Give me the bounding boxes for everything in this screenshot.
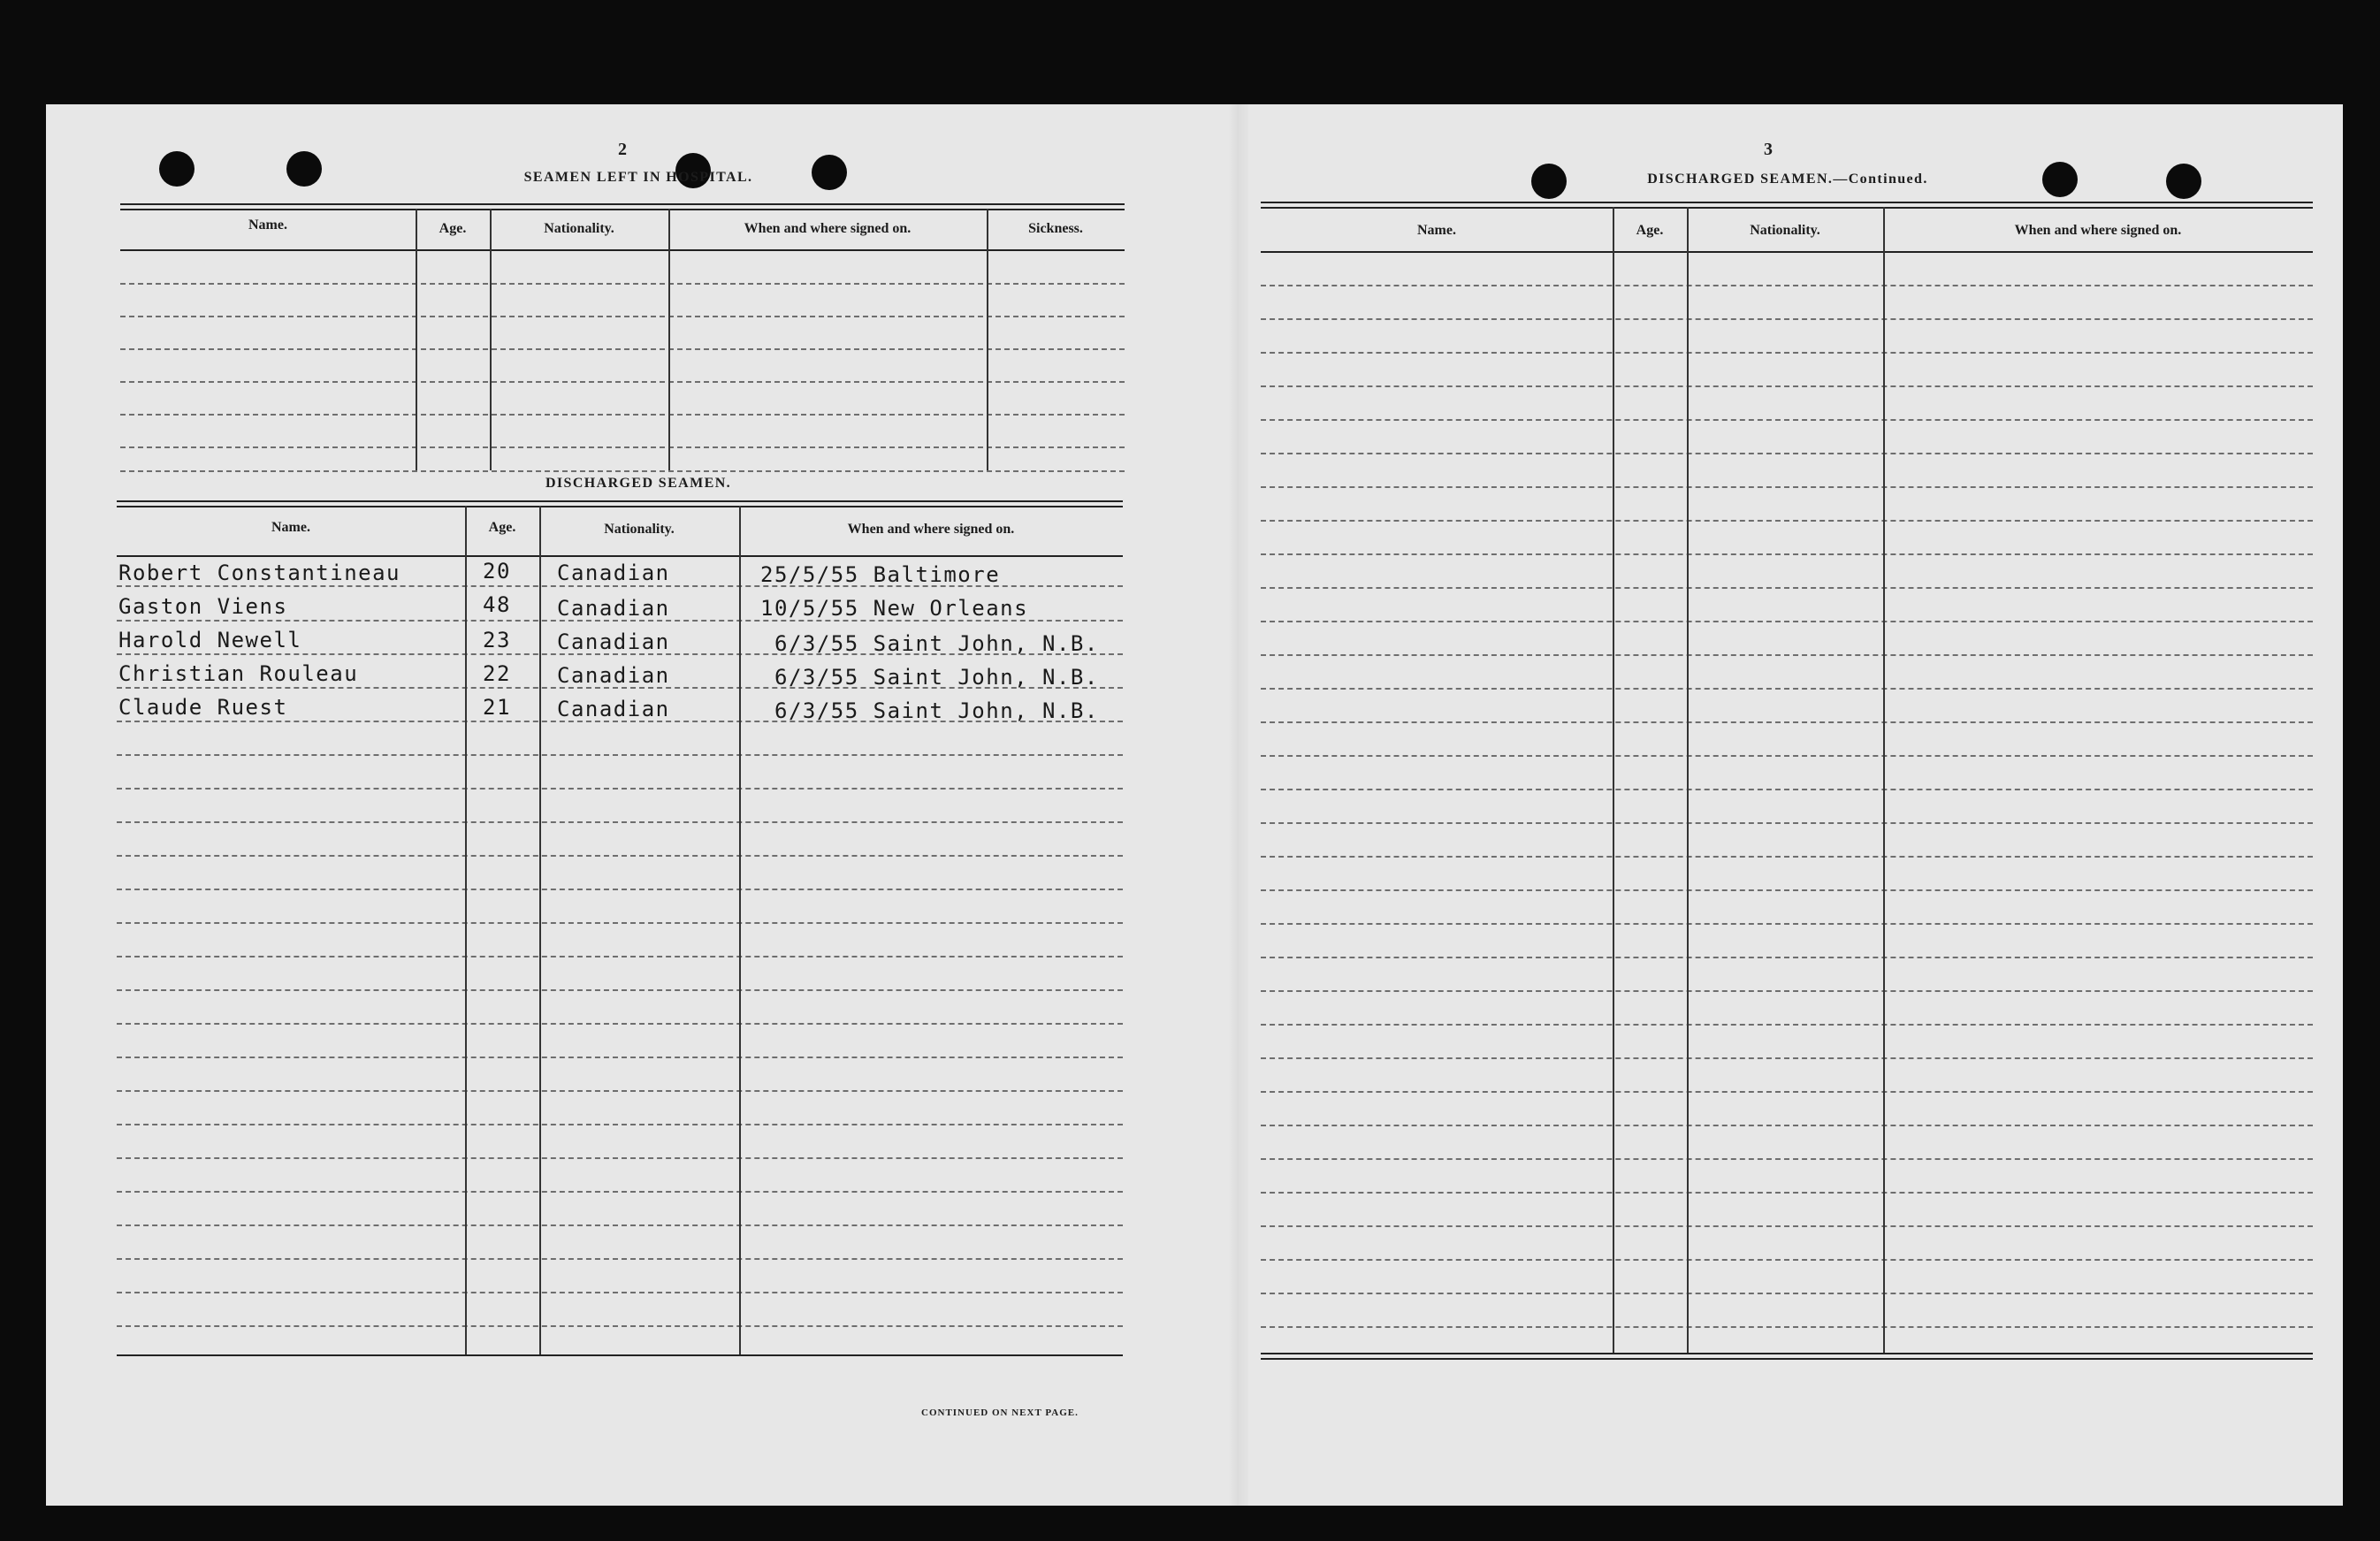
right-col-name: Name.	[1417, 223, 1456, 238]
row-nationality: Canadian	[557, 663, 670, 688]
row-nationality: Canadian	[557, 561, 670, 585]
right-col-nationality: Nationality.	[1750, 223, 1820, 238]
row-age: 21	[483, 695, 511, 720]
punch-hole	[2042, 162, 2078, 197]
row-nationality: Canadian	[557, 629, 670, 654]
discharged-section-title: DISCHARGED SEAMEN.	[545, 476, 732, 491]
hospital-col-name: Name.	[248, 217, 287, 233]
page-number-right: 3	[1764, 140, 1773, 159]
row-signed-on: 6/3/55 Saint John, N.B.	[774, 631, 1099, 656]
punch-hole	[286, 151, 322, 187]
discharged-table-left	[117, 500, 1123, 1393]
row-age: 23	[483, 628, 511, 652]
hospital-col-age: Age.	[439, 221, 467, 236]
row-signed-on: 25/5/55 Baltimore	[760, 562, 1001, 587]
discharged-continued-title: DISCHARGED SEAMEN.—Continued.	[1647, 172, 1928, 187]
punch-hole	[1531, 164, 1567, 199]
row-signed-on: 6/3/55 Saint John, N.B.	[774, 698, 1099, 723]
page-number-left: 2	[618, 140, 627, 159]
row-nationality: Canadian	[557, 596, 670, 621]
hospital-col-signed-on: When and where signed on.	[744, 221, 912, 236]
row-nationality: Canadian	[557, 697, 670, 721]
row-age: 22	[483, 661, 511, 686]
discharged-col-signed-on: When and where signed on.	[847, 522, 1015, 537]
punch-hole	[159, 151, 195, 187]
page-fold	[1229, 104, 1248, 1506]
row-age: 20	[483, 559, 511, 584]
row-signed-on: 6/3/55 Saint John, N.B.	[774, 665, 1099, 690]
row-name: Robert Constantineau	[118, 561, 400, 585]
row-signed-on: 10/5/55 New Orleans	[760, 596, 1029, 621]
continued-note: CONTINUED ON NEXT PAGE.	[921, 1407, 1079, 1418]
hospital-col-nationality: Nationality.	[544, 221, 614, 236]
hospital-section-title: SEAMEN LEFT IN HOSPITAL.	[523, 170, 753, 185]
discharged-col-age: Age.	[488, 520, 516, 535]
row-age: 48	[483, 592, 511, 617]
row-name: Claude Ruest	[118, 695, 288, 720]
discharged-col-nationality: Nationality.	[604, 522, 675, 537]
row-name: Harold Newell	[118, 628, 302, 652]
hospital-col-sickness: Sickness.	[1028, 221, 1083, 236]
manifest-sheet	[46, 104, 2343, 1506]
right-col-signed-on: When and where signed on.	[2014, 223, 2182, 238]
discharged-table-right	[1261, 202, 2313, 1404]
row-name: Christian Rouleau	[118, 661, 359, 686]
row-name: Gaston Viens	[118, 594, 288, 619]
discharged-col-name: Name.	[271, 520, 310, 535]
punch-hole	[2166, 164, 2201, 199]
right-col-age: Age.	[1636, 223, 1664, 238]
